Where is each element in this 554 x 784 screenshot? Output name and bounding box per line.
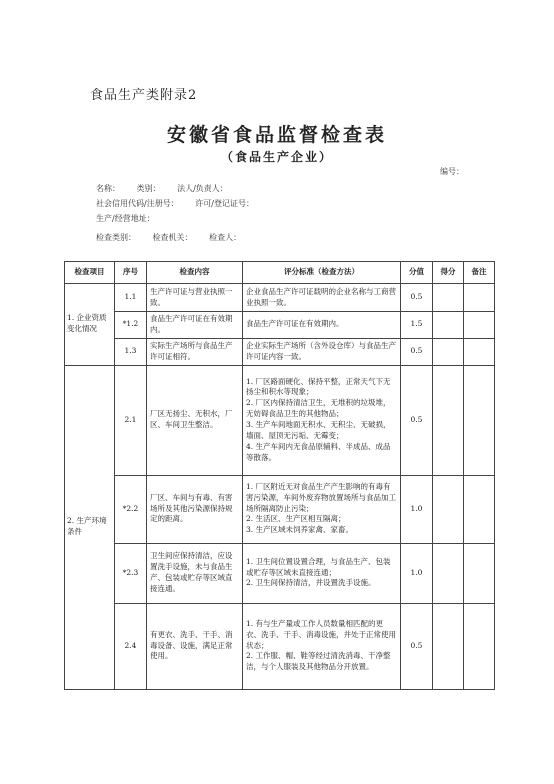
inspector-label: 检查人： (209, 233, 242, 242)
item-cell: 1. 企业资质变化情况 (65, 284, 115, 366)
content-cell: 食品生产许可证在有效期内。 (147, 312, 243, 339)
table-row (65, 543, 495, 603)
remarks-cell[interactable] (464, 365, 495, 475)
earned-cell[interactable] (433, 284, 464, 312)
earned-cell[interactable] (433, 603, 464, 689)
content-cell: 厂区无扬尘、无积水，厂区、车间卫生整洁。 (147, 365, 243, 475)
item-cell: 2. 生产环境条件 (65, 365, 115, 689)
inspection-table (64, 261, 495, 690)
check-type-label: 检查类别： (96, 233, 136, 242)
content-cell: 卫生间应保持清洁，应设置洗手设施，未与食品生产、包装或贮存等区域直接连通。 (147, 543, 243, 603)
header-standard: 评分标准（检查方法） (243, 262, 401, 284)
info-line-3 (96, 213, 155, 224)
earned-cell[interactable] (433, 338, 464, 365)
number-cell: 2.4 (115, 603, 147, 689)
document-subtitle: （食品生产企业） (220, 150, 333, 164)
remarks-cell[interactable] (464, 312, 495, 339)
content-cell: 厂区、车间与有毒、有害场所及其他污染源保持规定的距离。 (147, 475, 243, 543)
table-row (65, 312, 495, 339)
table-row (65, 338, 495, 365)
earned-cell[interactable] (433, 475, 464, 543)
earned-cell[interactable] (433, 312, 464, 339)
header-content: 检查内容 (147, 262, 243, 284)
score-cell: 1.0 (401, 543, 433, 603)
info-line-2 (96, 198, 254, 209)
standard-cell: 1. 厂区路面硬化、保持平整，正常天气下无扬尘和积水等现象； 2. 厂区内保持清洁卫生，无堆积的垃圾堆，无妨碍食品卫生的其他物品； 3. 生产车间地面无积水、无积尘、无破损，墙面、屋顶无污垢、无霉变； 4. 生产车间内无食品原辅料、半成品、成品等散落。 (243, 365, 401, 475)
header-earned: 得分 (433, 262, 464, 284)
header-score: 分值 (401, 262, 433, 284)
check-org-label: 检查机关： (152, 233, 193, 242)
remarks-cell[interactable] (464, 338, 495, 365)
name-label: 名称： (96, 184, 120, 193)
table-row (65, 284, 495, 312)
content-cell: 生产许可证与营业执照一致。 (147, 284, 243, 312)
category-label: 类别： (136, 184, 161, 193)
number-cell: 1.1 (115, 284, 147, 312)
earned-cell[interactable] (433, 365, 464, 475)
remarks-cell[interactable] (464, 543, 495, 603)
header-item: 检查项目 (65, 262, 115, 284)
info-line-1 (96, 183, 228, 194)
earned-cell[interactable] (433, 543, 464, 603)
document-title: 安徽省食品监督检查表 (166, 124, 387, 146)
appendix-label: 食品生产类附录2 (90, 88, 198, 103)
content-cell: 有更衣、洗手、干手、消毒设备、设施，满足正常使用。 (147, 603, 243, 689)
score-cell: 1.5 (401, 312, 433, 339)
number-cell: 2.1 (115, 365, 147, 475)
number-cell: *1.2 (115, 312, 147, 339)
remarks-cell[interactable] (464, 475, 495, 543)
score-cell: 0.5 (401, 284, 433, 312)
info-line-4 (96, 232, 241, 243)
score-cell: 1.0 (401, 475, 433, 543)
table-row (65, 475, 495, 543)
credit-code-label: 社会信用代码/注册号： (96, 199, 179, 208)
standard-cell: 企业食品生产许可证载明的企业名称与工商营业执照一致。 (243, 284, 401, 312)
table-row (65, 603, 495, 689)
address-label: 生产/经营地址： (96, 214, 155, 223)
score-cell: 0.5 (401, 338, 433, 365)
table-header-row (65, 262, 495, 284)
header-remarks: 备注 (464, 262, 495, 284)
legal-rep-label: 法人/负责人： (177, 184, 228, 193)
serial-number-label: 编号： (440, 167, 464, 176)
standard-cell: 1. 卫生间位置设置合理，与食品生产、包装或贮存等区域未直接连通； 2. 卫生间保持清洁，并设置洗手设施。 (243, 543, 401, 603)
header-number: 序号 (115, 262, 147, 284)
number-cell: *2.3 (115, 543, 147, 603)
standard-cell: 食品生产许可证在有效期内。 (243, 312, 401, 339)
table-row (65, 365, 495, 475)
standard-cell: 1. 有与生产量或工作人员数量相匹配的更衣、洗手、干手、消毒设施，并处于正常使用状态； 2. 工作服、帽、鞋等经过清洗消毒、干净整洁，与个人服装及其他物品分开放置。 (243, 603, 401, 689)
standard-cell: 1. 厂区附近无对食品生产产生影响的有毒有害污染源，车间外废弃物放置场所与食品加工场所隔离防止污染； 2. 生活区、生产区相互隔离； 3. 生产区域未饲养家禽、家畜。 (243, 475, 401, 543)
license-label: 许可/登记证号： (195, 199, 254, 208)
standard-cell: 企业实际生产场所（含外设仓库）与食品生产许可证内容一致。 (243, 338, 401, 365)
content-cell: 实际生产场所与食品生产许可证相符。 (147, 338, 243, 365)
number-cell: 1.3 (115, 338, 147, 365)
remarks-cell[interactable] (464, 284, 495, 312)
number-cell: *2.2 (115, 475, 147, 543)
score-cell: 0.5 (401, 603, 433, 689)
remarks-cell[interactable] (464, 603, 495, 689)
score-cell: 0.5 (401, 365, 433, 475)
